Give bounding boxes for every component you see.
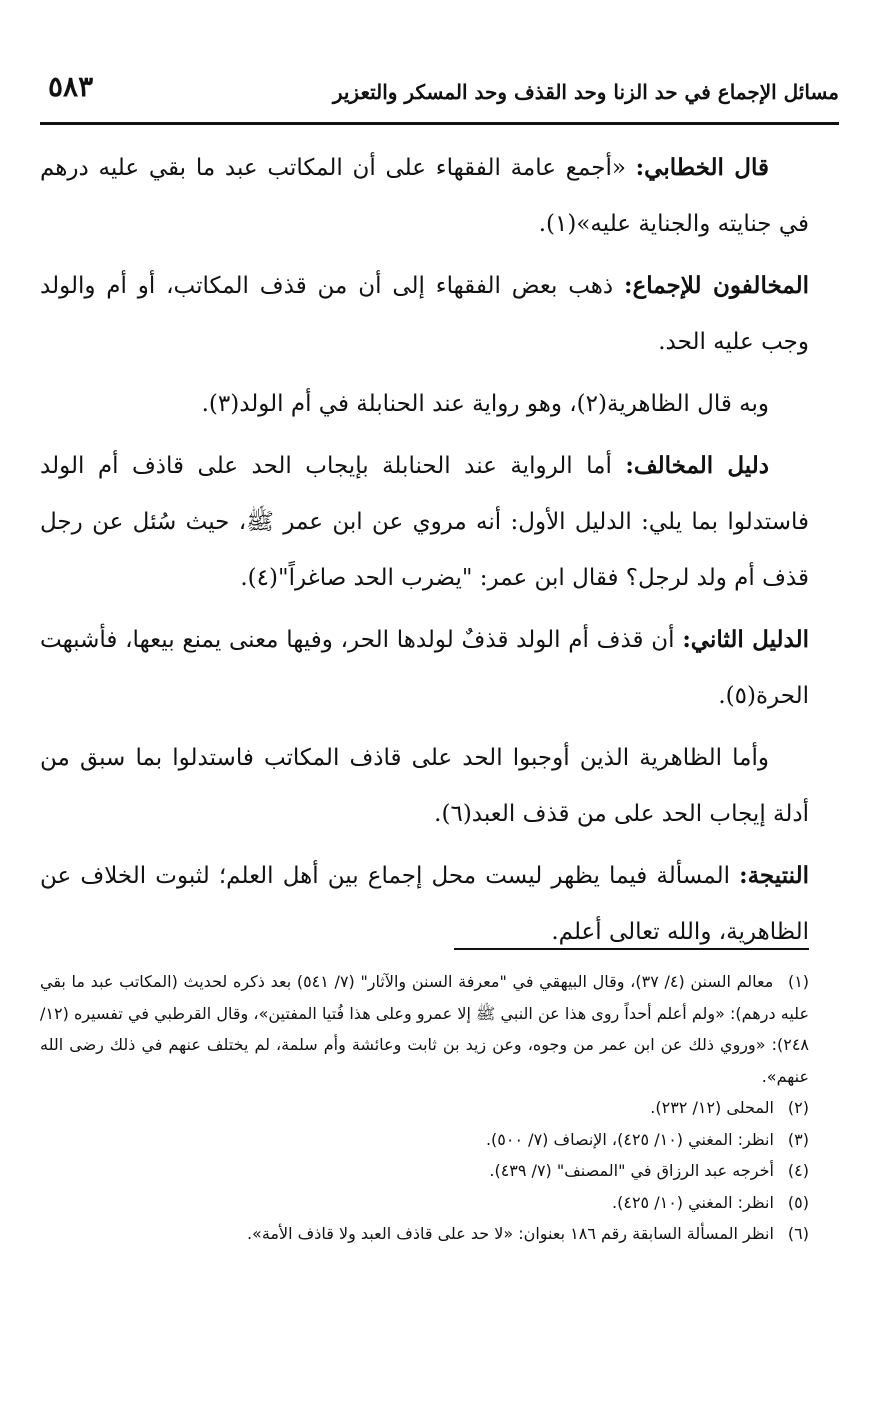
running-title: مسائل الإجماع في حد الزنا وحد القذف وحد المسكر والتعزير — [332, 80, 839, 104]
footnote-number: (٤) — [787, 1161, 809, 1180]
footnote — [40, 1218, 809, 1250]
footnote-separator — [454, 948, 809, 950]
footnote — [40, 1124, 809, 1156]
page-header — [40, 62, 839, 120]
footnote-text: انظر المسألة السابقة رقم ١٨٦ بعنوان: «لا حد على قاذف العبد ولا قاذف الأمة». — [246, 1224, 774, 1243]
footnote-number: (٢) — [787, 1098, 809, 1117]
paragraph — [40, 848, 809, 960]
footnote-text: أخرجه عبد الرزاق في "المصنف" (٧/ ٤٣٩). — [489, 1161, 774, 1180]
paragraph-text: أن قذف أم الولد قذفٌ لولدها الحر، وفيها معنى يمنع بيعها، فأشبهت الحرة(٥). — [40, 627, 809, 709]
page-number: ٥٨٣ — [48, 70, 94, 103]
paragraph — [40, 140, 809, 252]
paragraph-text: المسألة فيما يظهر ليست محل إجماع بين أهل العلم؛ لثبوت الخلاف عن الظاهرية، والله تعالى أعلم. — [40, 863, 809, 945]
paragraph — [40, 376, 809, 432]
footnote — [40, 1155, 809, 1187]
footnote — [40, 1092, 809, 1124]
paragraph-lead: دليل المخالف: — [625, 452, 769, 479]
footnotes — [40, 966, 809, 1250]
paragraph — [40, 730, 809, 842]
main-text — [40, 140, 809, 966]
paragraph — [40, 612, 809, 724]
paragraph-text: وبه قال الظاهرية(٢)، وهو رواية عند الحنابلة في أم الولد(٣). — [201, 391, 769, 417]
footnote-text: المحلى (١٢/ ٢٣٢). — [650, 1098, 774, 1117]
paragraph-text: ذهب بعض الفقهاء إلى أن من قذف المكاتب، أو أم والولد وجب عليه الحد. — [40, 273, 809, 355]
footnote-text: معالم السنن (٤/ ٣٧)، وقال البيهقي في "معرفة السنن والآثار" (٧/ ٥٤١) بعد ذكره لحديث (المكاتب عبد ما بقي عليه درهم): «ولم أعلم أحداً روى هذا عن النبي ﷺ إلا عمرو وعلى هذا فُتيا المفتين»، وقال القرطبي في تفسيره (١٢/ ٢٤٨): «وروي ذلك عن ابن عمر من وجوه، وعن زيد بن ثابت وعائشة وأم سلمة، لم يختلف عنهم في ذلك رضى الله عنهم». — [40, 972, 809, 1086]
paragraph-text: أما الرواية عند الحنابلة بإيجاب الحد على قاذف أم الولد فاستدلوا بما يلي: الدليل الأول: أنه مروي عن ابن عمر ﷺ، حيث سُئل عن رجل قذف أم ولد لرجل؟ فقال ابن عمر: "يضرب الحد صاغراً"(٤). — [40, 453, 809, 591]
footnote-text: انظر: المغني (١٠/ ٤٢٥). — [612, 1192, 774, 1212]
paragraph-lead: الدليل الثاني: — [682, 626, 809, 653]
footnote — [40, 1187, 809, 1219]
header-rule — [40, 122, 839, 125]
paragraph-lead: المخالفون للإجماع: — [624, 272, 809, 299]
paragraph-lead: النتيجة: — [739, 862, 809, 889]
footnote-number: (٣) — [787, 1129, 809, 1149]
paragraph-lead: قال الخطابي: — [635, 154, 769, 181]
paragraph — [40, 438, 809, 606]
paragraph-text: وأما الظاهرية الذين أوجبوا الحد على قاذف المكاتب فاستدلوا بما سبق من أدلة إيجاب الحد على من قذف العبد(٦). — [40, 745, 809, 827]
footnote — [40, 966, 809, 1092]
footnote-number: (٥) — [787, 1192, 809, 1212]
paragraph-text: «أجمع عامة الفقهاء على أن المكاتب عبد ما بقي عليه درهم في جنايته والجناية عليه»(١). — [40, 155, 809, 237]
paragraph — [40, 258, 809, 370]
footnote-number: (١) — [787, 972, 810, 991]
footnote-text: انظر: المغني (١٠/ ٤٢٥)، الإنصاف (٧/ ٥٠٠). — [485, 1129, 774, 1149]
footnote-number: (٦) — [787, 1224, 809, 1243]
